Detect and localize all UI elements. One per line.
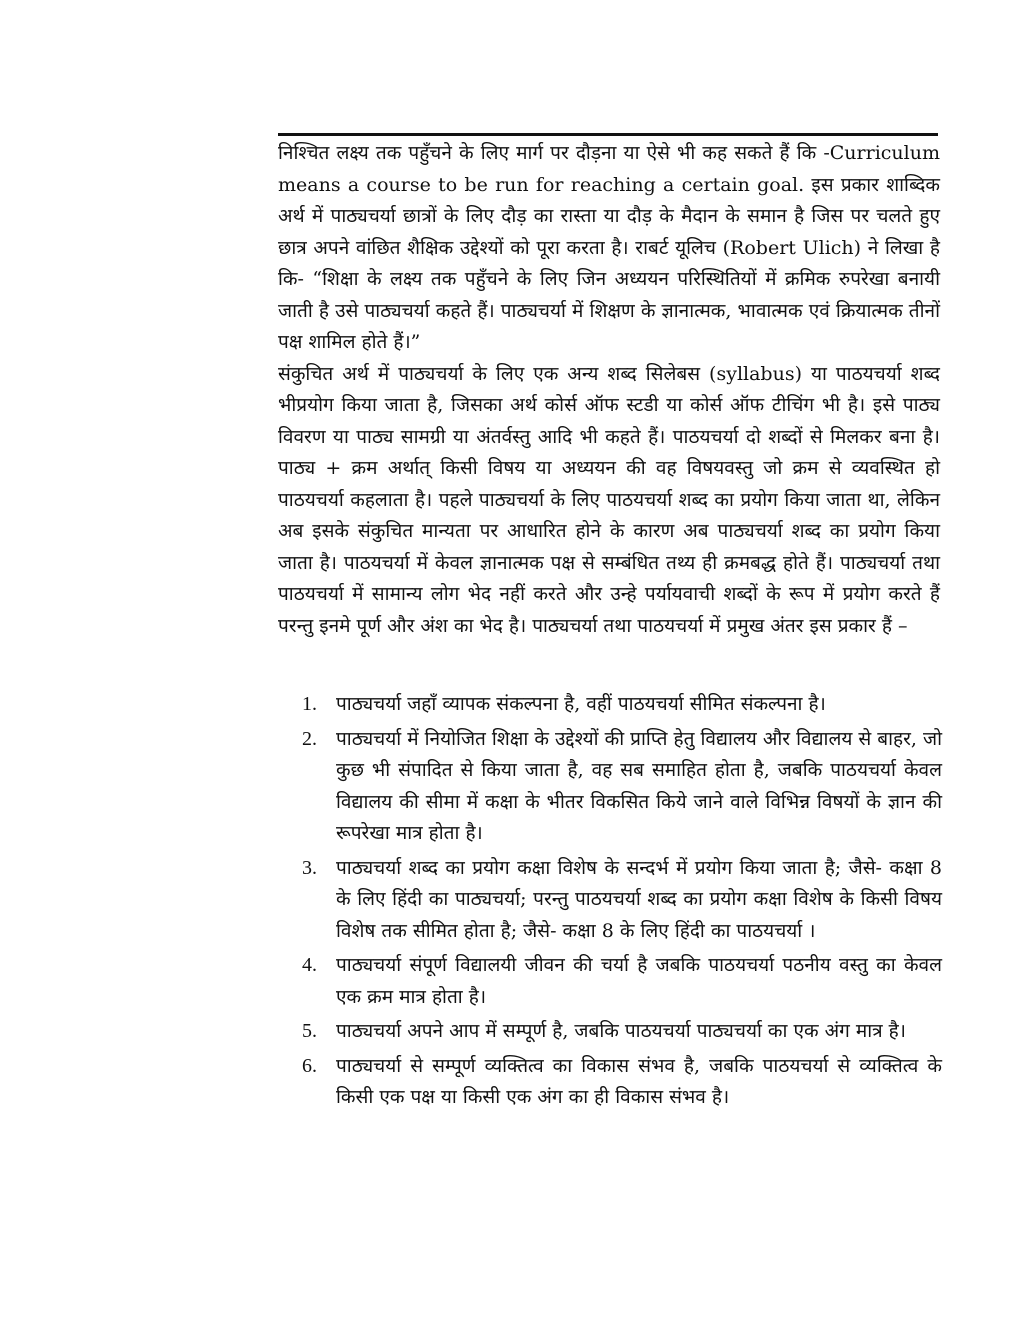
list-item-number: 2.	[302, 727, 317, 750]
list-item-text: पाठ्यचर्या से सम्पूर्ण व्यक्तित्व का विकास संभव है, जबकि पाठयचर्या से व्यक्तित्व के किसी एक पक्ष या किसी एक अंग का ही विकास संभव है।	[336, 1054, 942, 1108]
list-item	[302, 689, 942, 721]
list-item-text: पाठ्यचर्या अपने आप में सम्पूर्ण है, जबकि पाठयचर्या पाठ्यचर्या का एक अंग मात्र है।	[336, 1020, 906, 1042]
list-item-number: 3.	[302, 856, 317, 879]
list-item-number: 4.	[302, 954, 317, 976]
list-item	[302, 1016, 942, 1048]
list-item-text: पाठ्यचर्या में नियोजित शिक्षा के उद्देश्यों की प्राप्ति हेतु विद्यालय और विद्यालय से बाहर, जो कुछ भी संपादित से किया जाता है, वह सब समाहित होता है, जबकि पाठयचर्या केवल विद्यालय की सीमा में कक्षा के भीतर विकसित किये जाने वाले विभिन्न विषयों के ज्ञान की रूपरेखा मात्र होता है।	[336, 727, 943, 844]
body-text	[278, 138, 940, 642]
paragraph-definition: निश्चित लक्ष्य तक पहुँचने के लिए मार्ग पर दौड़ना या ऐसे भी कह सकते हैं कि -Curriculum means a course to be run for reaching a certain goal. इस प्रकार शाब्दिक अर्थ में पाठ्यचर्या छात्रों के लिए दौड़ का रास्ता या दौड़ के मैदान के समान है जिस पर चलते हुए छात्र अपने वांछित शैक्षिक उद्देश्यों को पूरा करता है। राबर्ट यूलिच (Robert Ulich) ने लिखा है कि- “शिक्षा के लक्ष्य तक पहुँचने के लिए जिन अध्ययन परिस्थितियों में क्रमिक रुपरेखा बनायी जाती है उसे पाठ्यचर्या कहते हैं। पाठ्यचर्या में शिक्षण के ज्ञानात्मक, भावात्मक एवं क्रियात्मक तीनों पक्ष शामिल होते हैं।”	[278, 142, 940, 353]
list-item	[302, 950, 942, 1013]
list-item-text: पाठ्यचर्या संपूर्ण विद्यालयी जीवन की चर्या है जबकि पाठयचर्या पठनीय वस्तु का केवल एक क्रम मात्र होता है।	[336, 954, 942, 1008]
list-item-number: 1.	[302, 693, 317, 715]
list-item-text: पाठ्यचर्या जहाँ व्यापक संकल्पना है, वहीं पाठयचर्या सीमित संकल्पना है।	[336, 693, 826, 715]
list-item-text: पाठ्यचर्या शब्द का प्रयोग कक्षा विशेष के सन्दर्भ में प्रयोग किया जाता है; जैसे- कक्षा 8 के लिए हिंदी का पाठ्यचर्या; परन्तु पाठयचर्या शब्द का प्रयोग कक्षा विशेष के किसी विषय विशेष तक सीमित होता है; जैसे- कक्षा 8 के लिए हिंदी का पाठयचर्या ।	[336, 856, 942, 942]
differences-list	[302, 689, 942, 1117]
list-item-number: 6.	[302, 1054, 317, 1077]
paragraph-narrow-meaning: संकुचित अर्थ में पाठ्यचर्या के लिए एक अन्य शब्द सिलेबस (syllabus) या पाठयचर्या शब्द भीप्रयोग किया जाता है, जिसका अर्थ कोर्स ऑफ स्टडी या कोर्स ऑफ टीचिंग भी है। इसे पाठ्य विवरण या पाठ्य सामग्री या अंतर्वस्तु आदि भी कहते हैं। पाठयचर्या दो शब्दों से मिलकर बना है। पाठ्य + क्रम अर्थात् किसी विषय या अध्ययन की वह विषयवस्तु जो क्रम से व्यवस्थित हो पाठयचर्या कहलाता है। पहले पाठ्यचर्या के लिए पाठयचर्या शब्द का प्रयोग किया जाता था, लेकिन अब इसके संकुचित मान्यता पर आधारित होने के कारण अब पाठ्यचर्या शब्द का प्रयोग किया जाता है। पाठयचर्या में केवल ज्ञानात्मक पक्ष से सम्बंधित तथ्य ही क्रमबद्ध होते हैं। पाठ्यचर्या तथा पाठयचर्या में सामान्य लोग भेद नहीं करते और उन्हे पर्यायवाची शब्दों के रूप में प्रयोग करते हैं परन्तु इनमे पूर्ण और अंश का भेद है। पाठ्यचर्या तथा पाठयचर्या में प्रमुख अंतर इस प्रकार हैं –	[278, 362, 940, 637]
list-item	[302, 1051, 942, 1114]
list-item-number: 5.	[302, 1020, 317, 1042]
list-item	[302, 853, 942, 948]
top-rule	[278, 133, 938, 136]
list-item	[302, 724, 942, 850]
